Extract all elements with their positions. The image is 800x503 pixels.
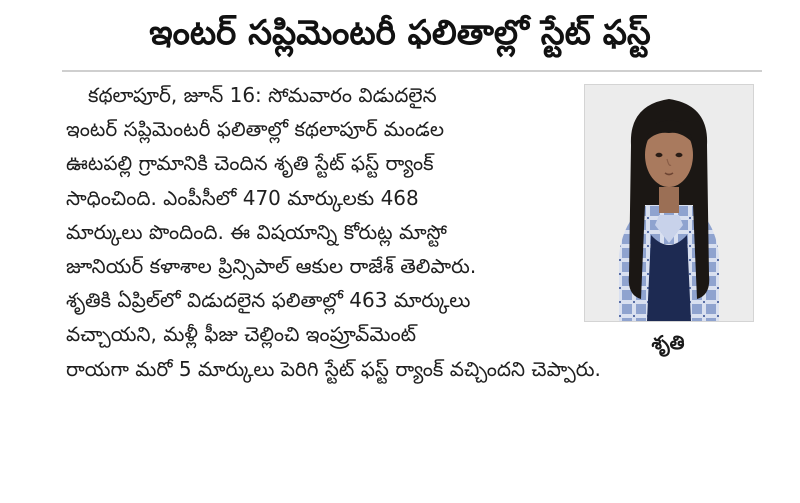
headline-divider bbox=[62, 70, 762, 72]
headline: ఇంటర్ సప్లిమెంటరీ ఫలితాల్లో స్టేట్ ఫస్ట్ bbox=[149, 13, 651, 53]
article-line: జూనియర్ కళాశాల ప్రిన్సిపాల్ ఆకుల రాజేశ్ తెలిపారు. bbox=[66, 253, 477, 278]
article-line: శృతికి ఏప్రిల్‌లో విడుదలైన ఫలితాల్లో 463 మార్కులు bbox=[66, 288, 471, 313]
photo-caption: శృతి bbox=[651, 332, 685, 354]
article-line: ఇంటర్ సప్లిమెంటరీ ఫలితాల్లో కథలాపూర్ మండల bbox=[66, 117, 445, 142]
article-line: సాధించింది. ఎంపీసీలో 470 మార్కులకు 468 bbox=[66, 185, 419, 210]
portrait-illustration bbox=[585, 85, 753, 321]
article-line: కథలాపూర్, జూన్ 16: సోమవారం విడుదలైన bbox=[88, 83, 437, 107]
portrait-photo bbox=[584, 84, 754, 322]
article-line: రాయగా మరో 5 మార్కులు పెరిగి స్టేట్ ఫస్ట్ ర్యాంక్ వచ్చిందని చెప్పారు. bbox=[66, 356, 601, 381]
article-line: ఊటపల్లి గ్రామానికి చెందిన శృతి స్టేట్ ఫస్ట్ ర్యాంక్ bbox=[66, 151, 434, 176]
article-line: మార్కులు పొందింది. ఈ విషయాన్ని కోరుట్ల మాస్టో bbox=[66, 219, 447, 244]
article-line: వచ్చాయని, మళ్లీ ఫీజు చెల్లించి ఇంప్రూవ్‌మెంట్ bbox=[66, 322, 417, 347]
article-body bbox=[66, 78, 601, 386]
